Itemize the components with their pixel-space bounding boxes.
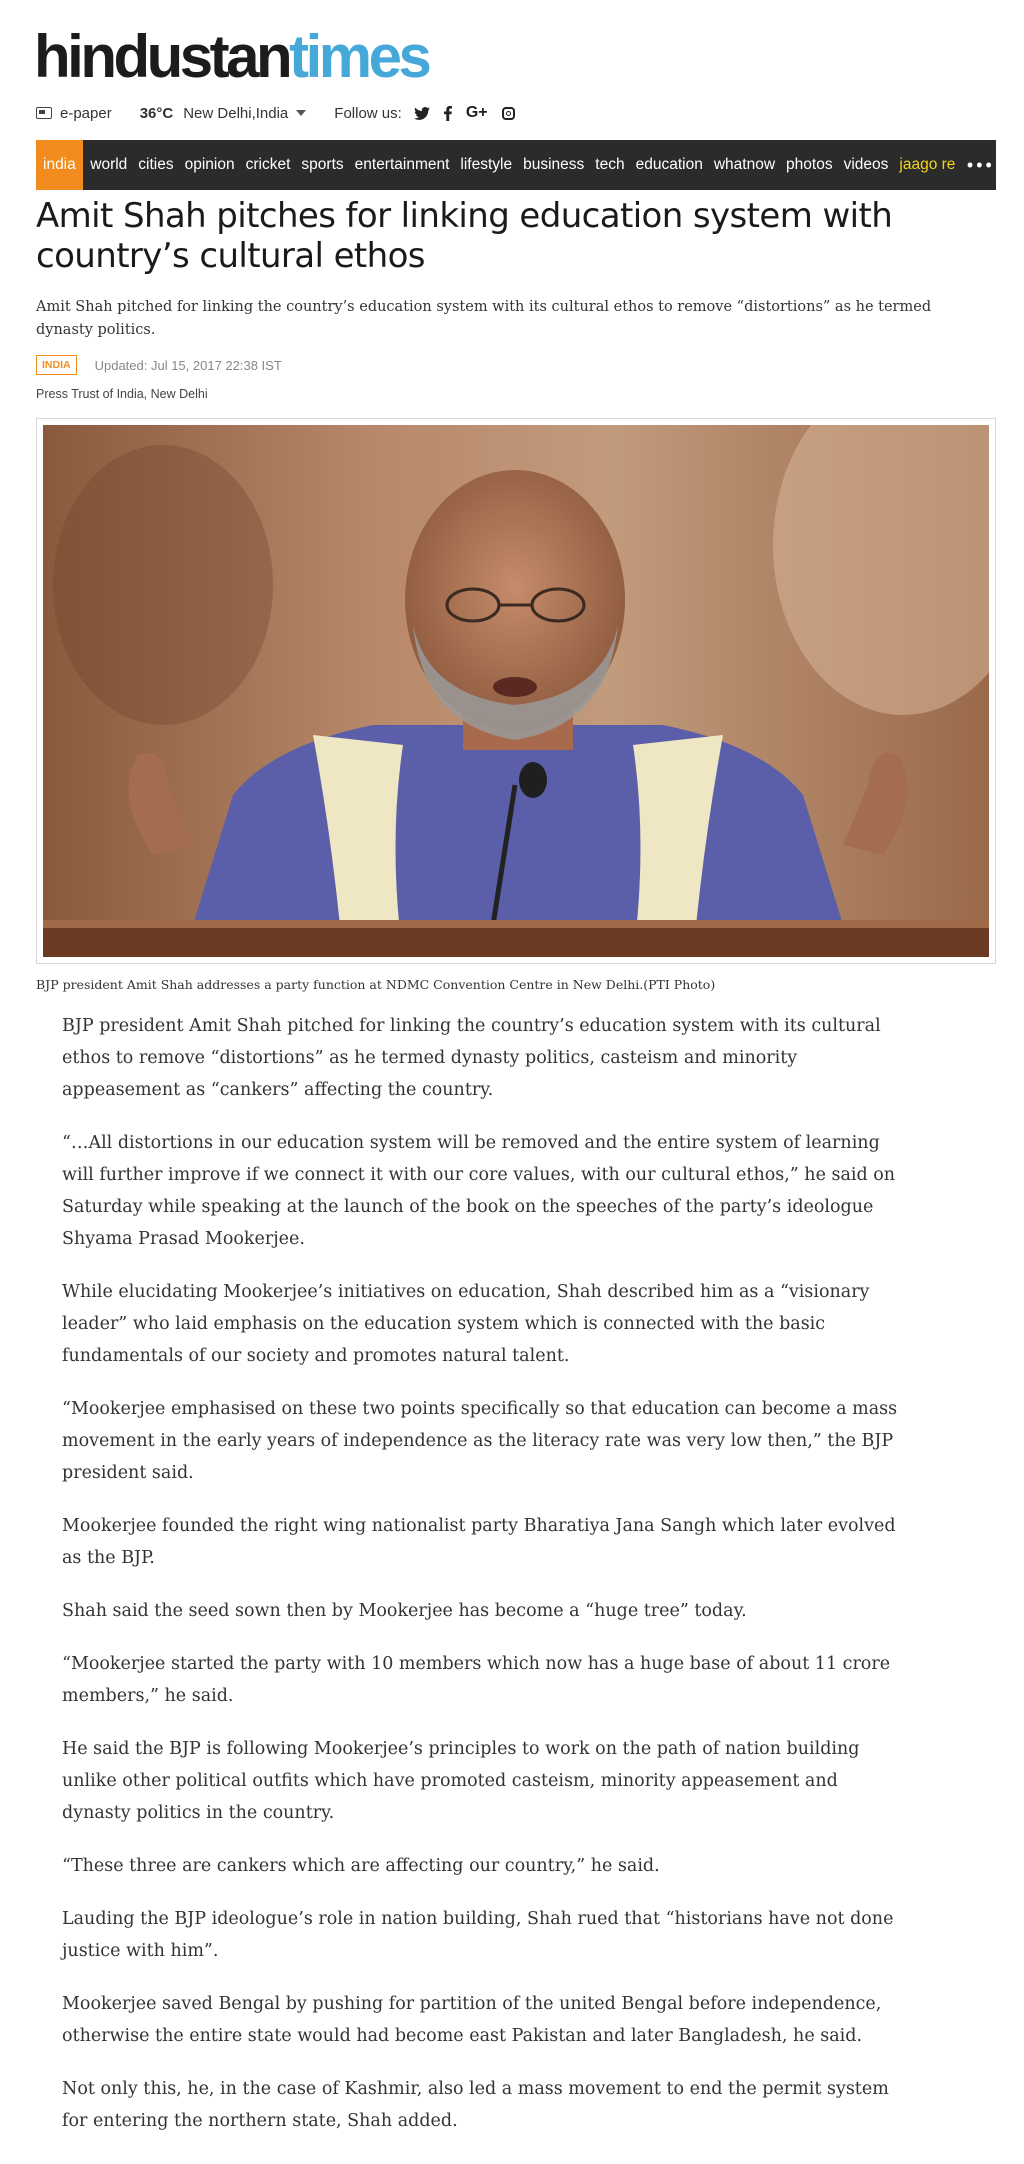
temperature: 36°C <box>139 104 174 122</box>
paragraph: Not only this, he, in the case of Kashmir, also led a mass movement to end the permit system for entering the northern state, Shah added. <box>62 2079 889 2131</box>
nav-item-india[interactable]: india <box>36 140 83 190</box>
nav-item-sports[interactable]: sports <box>301 156 344 173</box>
logo-times: times <box>289 23 429 90</box>
nav-item-world[interactable]: world <box>90 156 128 173</box>
paragraph: “Mookerjee started the party with 10 members which now has a huge base of about 11 crore members,” he said. <box>62 1654 891 1706</box>
nav-item-photos[interactable]: photos <box>786 156 833 173</box>
paragraph: While elucidating Mookerjee’s initiatives on education, Shah described him as a “visionary leader” who laid emphasis on the education system which is connected with the basic fundamentals of our society and promotes natural talent. <box>62 1282 870 1366</box>
nav-item-whatnow[interactable]: whatnow <box>713 156 776 173</box>
newspaper-icon[interactable] <box>36 107 52 119</box>
epaper-link[interactable]: e-paper <box>60 104 112 122</box>
nav-item-cities[interactable]: cities <box>138 156 174 173</box>
nav-item-business[interactable]: business <box>523 156 585 173</box>
instagram-icon[interactable] <box>502 107 515 120</box>
paragraph: “…All distortions in our education system will be removed and the entire system of learning will further improve if we connect it with our core values, with our cultural ethos,” he said on Saturday while speaking at the launch of the book on the speeches of the party’s ideologue Shyama Prasad Mookerjee. <box>62 1133 896 1249</box>
paragraph: Lauding the BJP ideologue’s role in nation building, Shah rued that “historians have not done justice with him”. <box>62 1909 894 1961</box>
more-menu-icon[interactable]: ••• <box>966 154 995 175</box>
nav-item-videos[interactable]: videos <box>843 156 889 173</box>
paragraph: BJP president Amit Shah pitched for linking the country’s education system with its cultural ethos to remove “distortions” as he termed dynasty politics, casteism and minority appeasement as “cankers” affecting the country. <box>62 1016 881 1100</box>
paragraph: Mookerjee saved Bengal by pushing for partition of the united Bengal before independence, otherwise the entire state would had become east Pakistan and later Bangladesh, he said. <box>62 1994 882 2046</box>
main-nav <box>36 140 996 190</box>
paragraph: Shah said the seed sown then by Mookerjee has become a “huge tree” today. <box>62 1601 747 1621</box>
chevron-down-icon[interactable] <box>296 110 306 116</box>
photo-caption: BJP president Amit Shah addresses a party function at NDMC Convention Centre in New Delhi.(PTI Photo) <box>36 977 716 992</box>
paragraph: He said the BJP is following Mookerjee’s principles to work on the path of nation building unlike other political outfits which have promoted casteism, minority appeasement and dynasty politics in the country. <box>62 1739 860 1823</box>
google-plus-icon[interactable]: G+ <box>465 104 488 121</box>
nav-item-tech[interactable]: tech <box>595 156 625 173</box>
lead-photo <box>36 418 996 964</box>
twitter-icon[interactable] <box>414 107 430 120</box>
nav-item-cricket[interactable]: cricket <box>245 156 291 173</box>
paragraph: Mookerjee founded the right wing nationalist party Bharatiya Jana Sangh which later evolved as the BJP. <box>62 1516 896 1568</box>
paragraph: “Mookerjee emphasised on these two points specifically so that education can become a mass movement in the early years of independence as the literacy rate was very low then,” the BJP president said. <box>62 1399 898 1483</box>
logo-hindustan: hindustan <box>34 23 290 90</box>
nav-item-lifestyle[interactable]: lifestyle <box>460 156 513 173</box>
article-summary: Amit Shah pitched for linking the country’s education system with its cultural ethos to remove “distortions” as he termed dynasty politics. <box>36 299 932 338</box>
city-selector[interactable]: New Delhi,India <box>183 104 289 122</box>
social-links <box>414 104 515 122</box>
top-utility-bar <box>36 102 515 124</box>
updated-timestamp: Updated: Jul 15, 2017 22:38 IST <box>94 357 282 373</box>
facebook-icon[interactable] <box>444 106 452 121</box>
nav-item-education[interactable]: education <box>635 156 703 173</box>
nav-item-jaago-re[interactable]: jaago re <box>899 156 956 173</box>
section-badge[interactable]: INDIA <box>36 355 77 375</box>
article-body <box>62 1010 912 2158</box>
site-logo[interactable] <box>34 24 428 90</box>
article-meta <box>36 355 282 375</box>
byline: Press Trust of India, New Delhi <box>36 387 208 401</box>
article-headline: Amit Shah pitches for linking education system with country’s cultural ethos <box>36 196 893 276</box>
nav-item-entertainment[interactable]: entertainment <box>354 156 450 173</box>
photo-image <box>43 425 989 957</box>
paragraph: “These three are cankers which are affecting our country,” he said. <box>62 1856 660 1876</box>
follow-us-label: Follow us: <box>334 104 402 122</box>
nav-item-opinion[interactable]: opinion <box>184 156 235 173</box>
